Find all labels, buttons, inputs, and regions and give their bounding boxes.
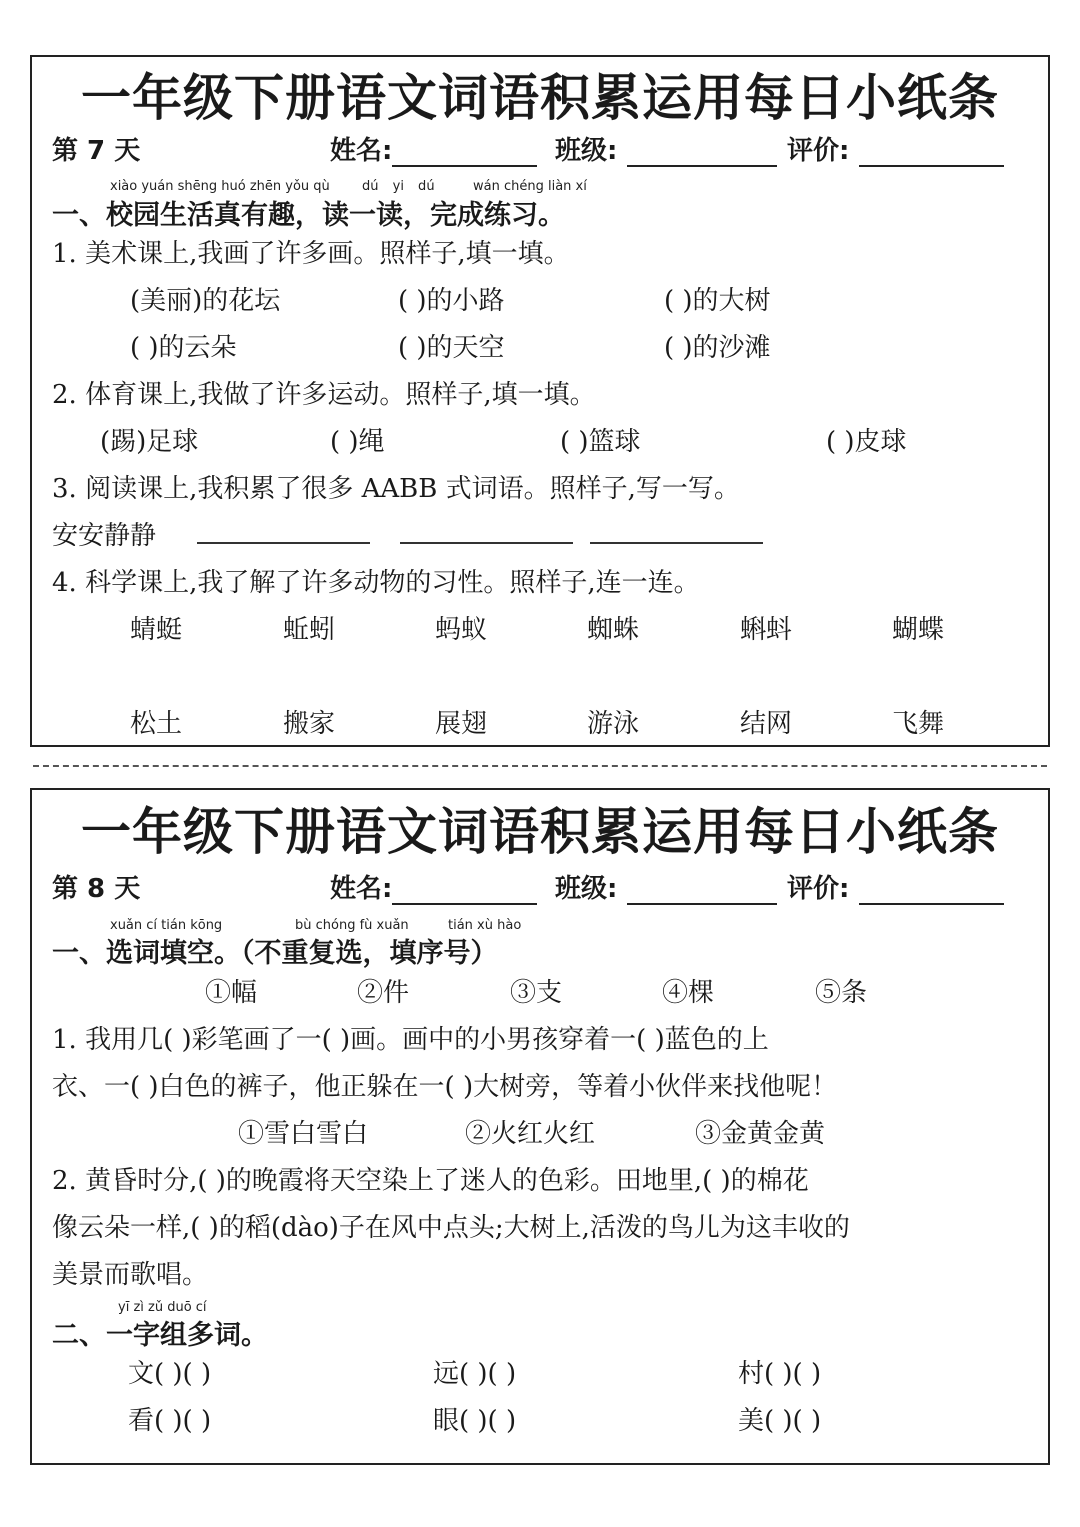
eval-label: 评价:	[787, 136, 850, 166]
name-blank[interactable]	[392, 139, 537, 167]
animal-word[interactable]: 蝌蚪	[740, 615, 793, 645]
section-heading: 一、校园生活真有趣，读一读，完成练习。	[52, 200, 565, 231]
fill-item[interactable]: ( )的天空	[398, 333, 505, 363]
pinyin-annotation: xuǎn cí tián kōng	[110, 918, 223, 933]
fill-item[interactable]: ( )皮球	[826, 427, 907, 457]
word-group-item[interactable]: 文( )( )	[128, 1359, 212, 1389]
name-blank[interactable]	[392, 877, 537, 905]
animal-word[interactable]: 蜘蛛	[587, 615, 640, 645]
fill-item[interactable]: ( )的沙滩	[664, 333, 771, 363]
pinyin-annotation: xiào yuán shēng huó zhēn yǒu qù	[110, 179, 330, 194]
animal-word[interactable]: 蚯蚓	[283, 615, 336, 645]
question-2-line[interactable]: 2. 黄昏时分,( )的晚霞将天空染上了迷人的色彩。田地里,( )的棉花	[52, 1166, 809, 1196]
name-field[interactable]	[330, 868, 537, 905]
fill-item[interactable]: ( )篮球	[560, 427, 641, 457]
name-label: 姓名:	[330, 874, 393, 904]
question-1-line[interactable]: 衣、一( )白色的裤子，他正躲在一( )大树旁，等着小伙伴来找他呢！	[52, 1072, 838, 1102]
action-word[interactable]: 游泳	[587, 709, 640, 739]
option-item: ②火红火红	[465, 1119, 596, 1149]
action-word[interactable]: 展翅	[435, 709, 488, 739]
class-label: 班级:	[555, 874, 618, 904]
fill-item[interactable]: (美丽)的花坛	[130, 286, 281, 316]
section-heading: 二、一字组多词。	[52, 1320, 268, 1351]
fill-item[interactable]: ( )的大树	[664, 286, 771, 316]
answer-blank[interactable]	[590, 542, 763, 544]
name-label: 姓名:	[330, 136, 393, 166]
example-word: 安安静静	[52, 521, 157, 551]
pinyin-annotation: wán chéng liàn xí	[473, 179, 587, 194]
class-blank[interactable]	[627, 139, 777, 167]
word-group-item[interactable]: 远( )( )	[433, 1359, 517, 1389]
eval-blank[interactable]	[859, 139, 1004, 167]
eval-field[interactable]	[787, 130, 1004, 167]
question-1-line[interactable]: 1. 我用几( )彩笔画了一( )画。画中的小男孩穿着一( )蓝色的上	[52, 1025, 769, 1055]
action-word[interactable]: 搬家	[283, 709, 336, 739]
class-label: 班级:	[555, 136, 618, 166]
action-word[interactable]: 结网	[740, 709, 793, 739]
question-2: 2. 体育课上,我做了许多运动。照样子,填一填。	[52, 380, 596, 410]
eval-field[interactable]	[787, 868, 1004, 905]
worksheet-title: 一年级下册语文词语积累运用每日小纸条	[81, 803, 999, 861]
class-blank[interactable]	[627, 877, 777, 905]
option-item: ①幅	[205, 978, 258, 1008]
word-group-item[interactable]: 美( )( )	[738, 1406, 822, 1436]
option-item: ②件	[357, 978, 410, 1008]
question-3: 3. 阅读课上,我积累了很多 AABB 式词语。照样子,写一写。	[52, 474, 740, 504]
question-4: 4. 科学课上,我了解了许多动物的习性。照样子,连一连。	[52, 568, 700, 598]
pinyin-annotation: bù chóng fù xuǎn	[295, 918, 409, 933]
worksheet-title: 一年级下册语文词语积累运用每日小纸条	[81, 69, 999, 127]
option-item: ③金黄金黄	[695, 1119, 826, 1149]
action-word[interactable]: 飞舞	[892, 709, 945, 739]
pinyin-annotation: yī zì zǔ duō cí	[118, 1300, 207, 1315]
animal-word[interactable]: 蝴蝶	[892, 615, 945, 645]
pinyin-annotation: tián xù hào	[448, 918, 522, 933]
class-field[interactable]	[555, 130, 777, 167]
fill-item[interactable]: ( )的云朵	[130, 333, 237, 363]
cut-line-divider	[33, 765, 1047, 767]
question-2-line[interactable]: 像云朵一样,( )的稻(dào)子在风中点头;大树上,活泼的鸟儿为这丰收的	[52, 1213, 850, 1243]
option-item: ③支	[510, 978, 563, 1008]
question-1: 1. 美术课上,我画了许多画。照样子,填一填。	[52, 239, 570, 269]
question-2-line: 美景而歌唱。	[52, 1260, 209, 1290]
eval-blank[interactable]	[859, 877, 1004, 905]
option-item: ①雪白雪白	[238, 1119, 369, 1149]
action-word[interactable]: 松土	[130, 709, 183, 739]
section-heading: 一、选词填空。（不重复选，填序号）	[52, 938, 498, 969]
word-group-item[interactable]: 看( )( )	[128, 1406, 212, 1436]
pinyin-annotation: dú yi dú	[362, 179, 435, 194]
answer-blank[interactable]	[197, 542, 370, 544]
eval-label: 评价:	[787, 874, 850, 904]
word-group-item[interactable]: 眼( )( )	[433, 1406, 517, 1436]
answer-blank[interactable]	[400, 542, 573, 544]
name-field[interactable]	[330, 130, 537, 167]
animal-word[interactable]: 蜻蜓	[130, 615, 183, 645]
class-field[interactable]	[555, 868, 777, 905]
day-label: 第 8 天	[52, 874, 141, 904]
word-group-item[interactable]: 村( )( )	[738, 1359, 822, 1389]
fill-item[interactable]: ( )的小路	[398, 286, 505, 316]
option-item: ④棵	[662, 978, 715, 1008]
option-item: ⑤条	[815, 978, 868, 1008]
fill-item[interactable]: ( )绳	[330, 427, 385, 457]
animal-word[interactable]: 蚂蚁	[435, 615, 488, 645]
day-label: 第 7 天	[52, 136, 141, 166]
fill-item[interactable]: (踢)足球	[100, 427, 199, 457]
